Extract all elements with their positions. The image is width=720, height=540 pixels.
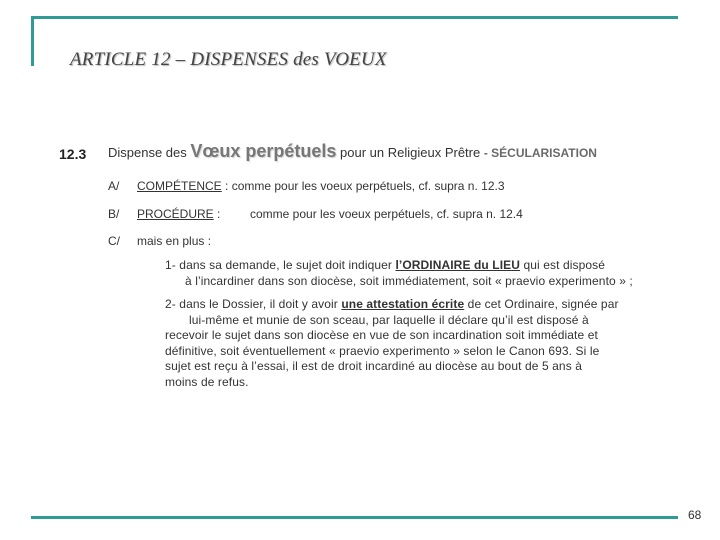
frame-left-rule bbox=[31, 16, 34, 66]
point-2-line-5: sujet est reçu à l’essai, il est de droit incardiné au diocèse au bout de 5 ans à bbox=[165, 359, 583, 373]
section-heading-post: pour un Religieux Prêtre bbox=[336, 145, 484, 160]
item-a-text bbox=[137, 179, 505, 193]
item-c-body: mais en plus : bbox=[137, 234, 212, 248]
point-2-line-3: recevoir le sujet dans son diocèse en vue de son incardination soit immédiate et bbox=[165, 328, 598, 342]
point-1 bbox=[165, 258, 633, 289]
item-a-label: A/ bbox=[108, 179, 120, 193]
frame-bottom-rule bbox=[31, 516, 678, 519]
point-1-emphasis: l’ORDINAIRE du LIEU bbox=[395, 258, 521, 272]
point-1-line-1 bbox=[165, 258, 633, 274]
item-b-label: B/ bbox=[108, 207, 120, 221]
section-heading-pre: Dispense des bbox=[108, 145, 191, 160]
section-heading-tail: - SÉCULARISATION bbox=[483, 146, 597, 160]
item-b-body: comme pour les voeux perpétuels, cf. supra n. 12.4 bbox=[250, 207, 523, 221]
page-number: 68 bbox=[688, 508, 702, 522]
page-title: ARTICLE 12 – DISPENSES des VOEUX bbox=[70, 49, 387, 70]
item-b-heading bbox=[137, 207, 220, 221]
item-b-term: PROCÉDURE bbox=[137, 207, 214, 221]
item-b-colon: : bbox=[213, 207, 221, 221]
point-2-line-1 bbox=[165, 297, 619, 313]
point-2-line-4: définitive, soit éventuellement « praevio experimento » selon le Canon 693. Si le bbox=[165, 343, 600, 358]
point-2-prefix: 2- dans le Dossier, il doit y avoir bbox=[165, 297, 342, 311]
frame-top-rule bbox=[31, 16, 678, 19]
section-number: 12.3 bbox=[59, 146, 87, 162]
point-2-line-2: lui-même et munie de son sceau, par laquelle il déclare qu’il est disposé à bbox=[189, 312, 589, 327]
item-a-term: COMPÉTENCE bbox=[137, 179, 222, 193]
point-1-prefix: 1- dans sa demande, le sujet doit indiquer bbox=[165, 258, 396, 272]
point-2-emphasis: une attestation écrite bbox=[341, 297, 465, 311]
point-2 bbox=[165, 297, 619, 390]
item-c-label: C/ bbox=[108, 234, 120, 248]
point-1-line-2: à l’incardiner dans son diocèse, soit immédiatement, soit « praevio experimento » ; bbox=[185, 273, 633, 288]
section-heading-emphasis: Vœux perpétuels bbox=[190, 141, 337, 161]
point-1-suffix: qui est disposé bbox=[520, 258, 606, 272]
point-2-suffix: de cet Ordinaire, signée par bbox=[464, 297, 619, 311]
item-a-body: : comme pour les voeux perpétuels, cf. supra n. 12.3 bbox=[221, 179, 505, 193]
point-2-line-6: moins de refus. bbox=[165, 374, 249, 389]
section-heading bbox=[108, 141, 597, 162]
